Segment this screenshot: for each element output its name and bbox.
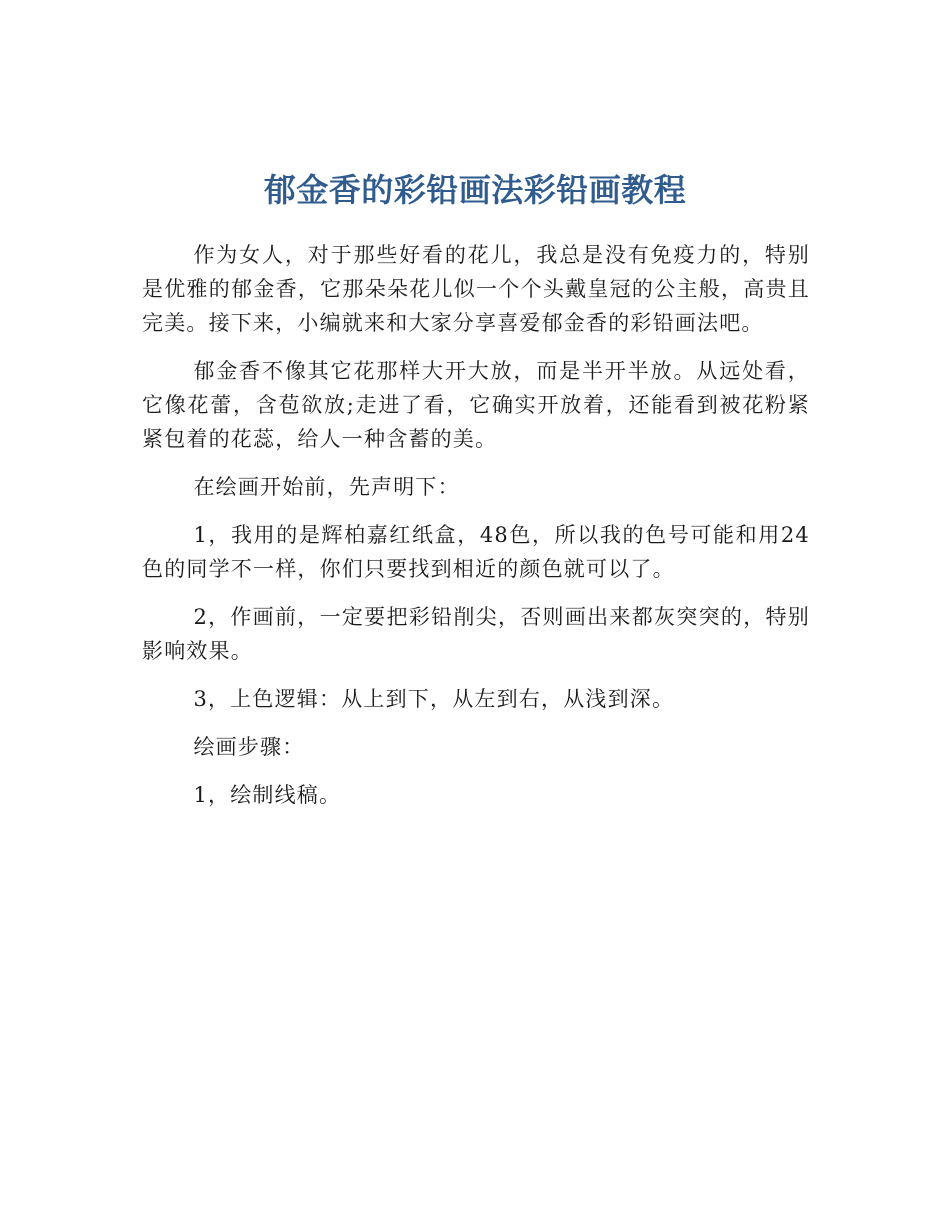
document-body (142, 238, 810, 826)
paragraph-intro: 作为女人，对于那些好看的花儿，我总是没有免疫力的，特别是优雅的郁金香，它那朵朵花儿似一个个头戴皇冠的公主般，高贵且完美。接下来，小编就来和大家分享喜爱郁金香的彩铅画法吧。 (142, 243, 810, 335)
paragraph-tulip-description: 郁金香不像其它花那样大开大放，而是半开半放。从远处看，它像花蕾，含苞欲放;走进了看，它确实开放着，还能看到被花粉紧紧包着的花蕊，给人一种含蓄的美。 (142, 359, 810, 451)
paragraph-steps-heading: 绘画步骤： (193, 735, 305, 759)
paragraph-note-3: 3，上色逻辑：从上到下，从左到右，从浅到深。 (193, 687, 675, 711)
paragraph-step-1: 1，绘制线稿。 (193, 783, 342, 807)
paragraph-preface: 在绘画开始前，先声明下： (193, 475, 460, 499)
paragraph-note-2: 2，作画前，一定要把彩铅削尖，否则画出来都灰突突的，特别影响效果。 (142, 605, 810, 663)
document-title: 郁金香的彩铅画法彩铅画教程 (263, 171, 687, 210)
paragraph-note-1: 1，我用的是辉柏嘉红纸盒，48色，所以我的色号可能和用24色的同学不一样，你们只要找到相近的颜色就可以了。 (142, 523, 810, 581)
